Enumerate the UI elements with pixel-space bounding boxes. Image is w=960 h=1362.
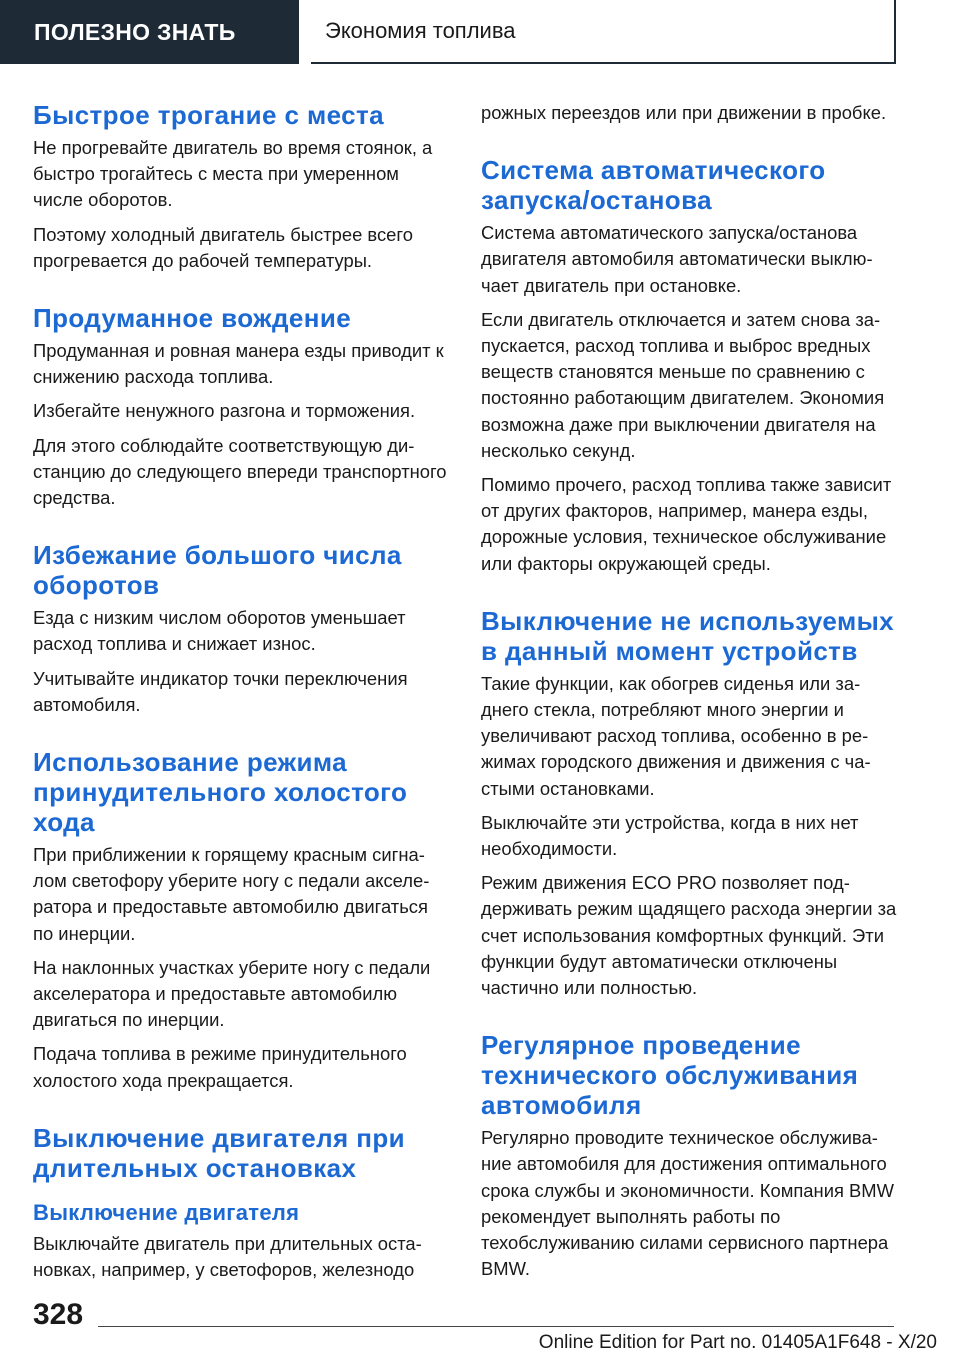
paragraph: При приближении к горящему красным сигналом светофору уберите ногу с педали акселератора и предоставьте автомобилю двигаться по инерции. xyxy=(33,844,430,944)
left-column xyxy=(33,100,451,1291)
paragraph: Выключайте эти устройства, когда в них нет необходимости. xyxy=(481,811,859,860)
paragraph: Подача топлива в режиме принудительного холостого хода прекращается. xyxy=(33,1043,407,1091)
paragraph: Помимо прочего, расход топлива также зависит от других факторов, например, манера езды, дорожные условия, техническое обслуживание или факторы окружающей среды. xyxy=(481,474,892,574)
page-header xyxy=(0,0,960,64)
heading-overrun-mode: Использование режима принудительного холостого хода xyxy=(33,747,408,838)
heading-disable-unused-devices: Выключение не используемых в данный момент устройств xyxy=(481,605,895,666)
heading-avoid-high-rpm: Избежание большого числа оборотов xyxy=(33,540,402,601)
paragraph-continued: рожных переездов или при движении в пробке. xyxy=(481,102,887,123)
paragraph: Для этого соблюдайте соответствующую дистанцию до следующего впереди транспортного средства. xyxy=(33,434,447,509)
paragraph: Если двигатель отключается и затем снова запускается, расход топлива и выброс вредных веществ становятся меньше по сравнению с постоянно работающим двигателем. Экономия возможна даже при выключении двигателя на несколько секунд. xyxy=(481,308,885,461)
paragraph: Система автоматического запуска/останова двигателя автомобиля автоматически выключает двигатель при остановке. xyxy=(481,222,873,296)
page-number: 328 xyxy=(33,1298,84,1331)
heading-regular-maintenance: Регулярное проведение технического обслуживания автомобиля xyxy=(481,1030,859,1121)
paragraph: Режим движения ECO PRO позволяет поддерживать режим щадящего расхода энергии за счет использования комфортных функций. Эти функции будут автоматически отключены частично или полностью. xyxy=(481,872,897,999)
heading-engine-off-long-stops: Выключение двигателя при длительных остановках xyxy=(33,1122,406,1183)
paragraph: Учитывайте индикатор точки переключения автомобиля. xyxy=(33,667,408,715)
heading-auto-start-stop: Система автоматического запуска/останова xyxy=(481,155,826,216)
paragraph: На наклонных участках уберите ногу с педали акселератора и предоставьте автомобилю двигаться по инерции. xyxy=(33,956,431,1031)
heading-thoughtful-driving: Продуманное вождение xyxy=(33,303,352,334)
footer-divider xyxy=(98,1326,894,1327)
right-column xyxy=(481,100,899,1291)
heading-quick-start: Быстрое трогание с места xyxy=(33,100,384,130)
section-tab: ПОЛЕЗНО ЗНАТЬ xyxy=(0,0,299,64)
edition-note: Online Edition for Part no. 01405A1F648 - X/20 xyxy=(538,1332,937,1353)
paragraph: Не прогревайте двигатель во время стоянок, а быстро трогайтесь с места при умеренном числе оборотов. xyxy=(33,137,433,211)
paragraph: Продуманная и ровная манера езды приводит к снижению расхода топлива. xyxy=(33,340,444,388)
paragraph: Езда с низким числом оборотов уменьшает расход топлива и снижает износ. xyxy=(33,607,406,655)
paragraph: Поэтому холодный двигатель быстрее всего прогревается до рабочей температуры. xyxy=(33,223,413,271)
paragraph: Регулярно проводите техническое обслуживание автомобиля для достижения оптимального срока службы и экономичности. Компания BMW рекомендует выполнять работы по техобслуживанию силами сервисного партнера BMW. xyxy=(481,1127,894,1280)
paragraph: Избегайте ненужного разгона и торможения. xyxy=(33,400,416,422)
paragraph: Выключайте двигатель при длительных остановках, например, у светофоров, железнодо xyxy=(33,1232,422,1281)
paragraph: Такие функции, как обогрев сиденья или заднего стекла, потребляют много энергии и увеличивают расход топлива, особенно в режимах городского движения и движения с частыми остановками. xyxy=(481,672,871,799)
topic-label: Экономия топлива xyxy=(311,0,896,64)
subheading-engine-off: Выключение двигателя xyxy=(33,1199,300,1225)
